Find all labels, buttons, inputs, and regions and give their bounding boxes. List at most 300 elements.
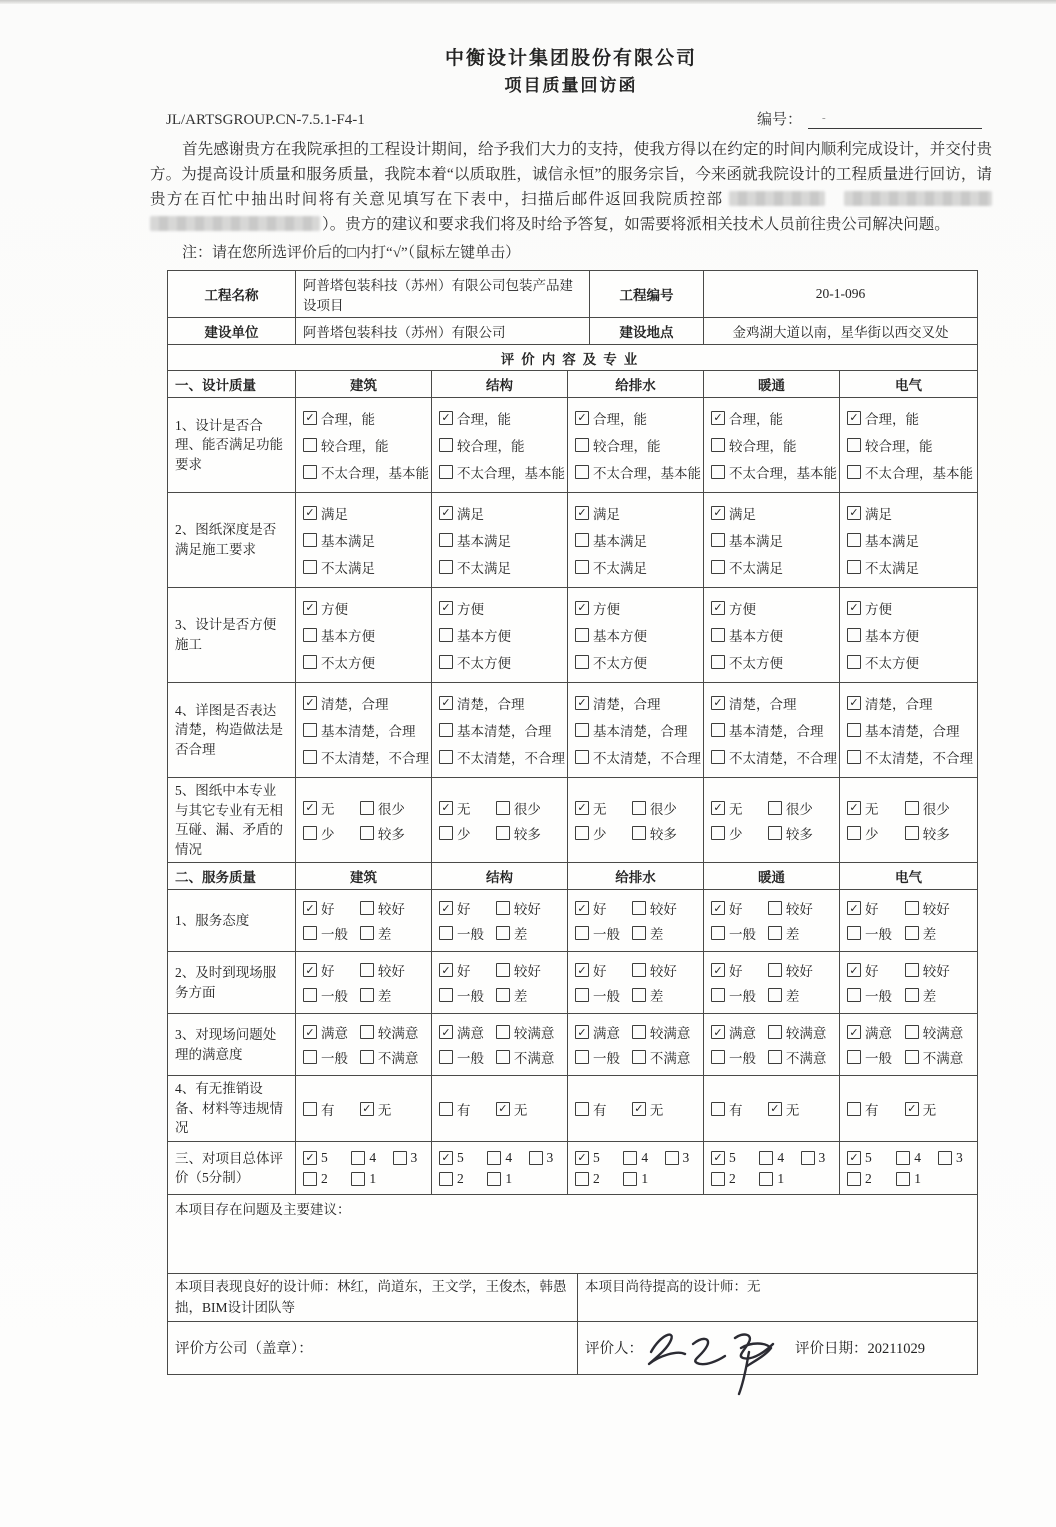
checkbox-unchecked-icon[interactable] [439, 560, 453, 574]
checkbox-checked-icon[interactable]: ✓ [711, 963, 725, 977]
option-label: 少 [593, 826, 607, 842]
rating-cell [568, 952, 704, 1014]
option-unchecked [665, 1150, 696, 1166]
checkbox-checked-icon[interactable]: ✓ [768, 1102, 782, 1116]
option-label: 较好 [922, 902, 950, 918]
checkbox-checked-icon[interactable]: ✓ [575, 1025, 589, 1039]
option-unchecked [496, 1022, 560, 1042]
rating-cell [704, 952, 840, 1014]
checkbox-checked-icon[interactable]: ✓ [711, 1025, 725, 1039]
checkbox-checked-icon[interactable]: ✓ [496, 1102, 510, 1116]
checkbox-unchecked-icon[interactable] [575, 826, 589, 840]
checkbox-unchecked-icon[interactable] [360, 926, 374, 940]
option-unchecked [768, 823, 832, 843]
option-label: 差 [377, 989, 392, 1005]
option-unchecked [847, 720, 960, 740]
option-unchecked [575, 435, 661, 455]
checkbox-unchecked-icon[interactable] [303, 465, 317, 479]
checkbox-unchecked-icon[interactable] [711, 988, 725, 1002]
checkbox-checked-icon[interactable]: ✓ [711, 801, 725, 815]
question-label: 1、设计是否合理、能否满足功能要求 [168, 397, 296, 492]
checkbox-checked-icon[interactable]: ✓ [575, 963, 589, 977]
checkbox-unchecked-icon[interactable] [623, 1151, 637, 1165]
checkbox-checked-icon[interactable]: ✓ [575, 1151, 589, 1165]
checkbox-unchecked-icon[interactable] [439, 438, 453, 452]
column-header-建筑: 建筑 [296, 370, 432, 397]
option-label: 有 [729, 1102, 743, 1118]
checkbox-checked-icon[interactable]: ✓ [303, 1025, 317, 1039]
checkbox-checked-icon[interactable]: ✓ [711, 411, 725, 425]
rating-cell [568, 777, 704, 862]
checkbox-unchecked-icon[interactable] [360, 826, 374, 840]
checkbox-unchecked-icon[interactable] [847, 826, 861, 840]
checkbox-unchecked-icon[interactable] [303, 750, 317, 764]
checkbox-unchecked-icon[interactable] [393, 1151, 407, 1165]
checkbox-unchecked-icon[interactable] [632, 963, 646, 977]
checkbox-checked-icon[interactable]: ✓ [847, 1025, 861, 1039]
checkbox-unchecked-icon[interactable] [496, 826, 510, 840]
checkbox-checked-icon[interactable]: ✓ [303, 411, 317, 425]
checkbox-unchecked-icon[interactable] [905, 901, 919, 915]
checkbox-unchecked-icon[interactable] [711, 1172, 725, 1186]
option-label: 2 [593, 1170, 600, 1186]
checkbox-unchecked-icon[interactable] [847, 438, 861, 452]
checkbox-unchecked-icon[interactable] [632, 1025, 646, 1039]
checkbox-checked-icon[interactable]: ✓ [360, 1102, 374, 1116]
option-unchecked [303, 435, 389, 455]
checkbox-unchecked-icon[interactable] [439, 533, 453, 547]
checkbox-checked-icon[interactable]: ✓ [847, 601, 861, 615]
checkbox-checked-icon[interactable]: ✓ [303, 601, 317, 615]
option-unchecked [711, 435, 797, 455]
checkbox-unchecked-icon[interactable] [575, 988, 589, 1002]
rating-cell [704, 890, 840, 952]
option-checked [496, 1099, 560, 1119]
checkbox-unchecked-icon[interactable] [496, 963, 510, 977]
checkbox-unchecked-icon[interactable] [768, 901, 782, 915]
checkbox-checked-icon[interactable]: ✓ [575, 411, 589, 425]
checkbox-unchecked-icon[interactable] [360, 988, 374, 1002]
option-label: 一般 [593, 927, 620, 943]
option-label: 较满意 [377, 1026, 419, 1042]
option-label: 少 [321, 826, 335, 842]
checkbox-checked-icon[interactable]: ✓ [575, 696, 589, 710]
checkbox-unchecked-icon[interactable] [768, 826, 782, 840]
option-label: 一般 [593, 989, 620, 1005]
option-unchecked [496, 985, 560, 1005]
option-label: 基本方便 [865, 628, 919, 644]
option-unchecked [439, 625, 511, 645]
option-label: 较好 [785, 964, 813, 980]
checkbox-checked-icon[interactable]: ✓ [847, 901, 861, 915]
checkbox-unchecked-icon[interactable] [711, 628, 725, 642]
option-label: 1 [641, 1170, 649, 1186]
checkbox-checked-icon[interactable]: ✓ [847, 696, 861, 710]
option-unchecked [847, 1099, 905, 1119]
checkbox-unchecked-icon[interactable] [439, 988, 453, 1002]
problems-suggestions-cell[interactable]: 本项目存在问题及主要建议： [168, 1195, 978, 1274]
option-label: 无 [729, 801, 743, 817]
checkbox-unchecked-icon[interactable] [905, 988, 919, 1002]
checkbox-checked-icon[interactable]: ✓ [711, 601, 725, 615]
checkbox-checked-icon[interactable]: ✓ [711, 901, 725, 915]
checkbox-checked-icon[interactable]: ✓ [847, 801, 861, 815]
option-unchecked [575, 530, 647, 550]
option-unchecked [623, 1150, 664, 1166]
checkbox-unchecked-icon[interactable] [575, 560, 589, 574]
checkbox-checked-icon[interactable]: ✓ [711, 1151, 725, 1165]
rating-cell [840, 1014, 978, 1076]
checkbox-unchecked-icon[interactable] [303, 926, 317, 940]
checkbox-unchecked-icon[interactable] [711, 926, 725, 940]
checkbox-unchecked-icon[interactable] [351, 1151, 365, 1165]
checkbox-unchecked-icon[interactable] [711, 465, 725, 479]
option-checked [575, 960, 632, 980]
checkbox-unchecked-icon[interactable] [303, 533, 317, 547]
checkbox-unchecked-icon[interactable] [487, 1151, 501, 1165]
checkbox-unchecked-icon[interactable] [575, 533, 589, 547]
checkbox-checked-icon[interactable]: ✓ [575, 801, 589, 815]
checkbox-unchecked-icon[interactable] [496, 801, 510, 815]
checkbox-unchecked-icon[interactable] [303, 1172, 317, 1186]
option-label: 方便 [593, 601, 620, 617]
option-unchecked [575, 1099, 632, 1119]
checkbox-checked-icon[interactable]: ✓ [439, 506, 453, 520]
checkbox-unchecked-icon[interactable] [439, 655, 453, 669]
option-checked [847, 598, 892, 618]
checkbox-unchecked-icon[interactable] [759, 1172, 773, 1186]
checkbox-unchecked-icon[interactable] [711, 750, 725, 764]
checkbox-checked-icon[interactable]: ✓ [439, 801, 453, 815]
checkbox-unchecked-icon[interactable] [439, 628, 453, 642]
column-header-给排水: 给排水 [568, 370, 704, 397]
option-label: 较合理，能 [321, 438, 389, 454]
option-label: 不太满足 [593, 560, 647, 576]
checkbox-unchecked-icon[interactable] [847, 655, 861, 669]
option-label: 不太方便 [593, 655, 647, 671]
checkbox-unchecked-icon[interactable] [905, 1025, 919, 1039]
checkbox-unchecked-icon[interactable] [632, 926, 646, 940]
checkbox-checked-icon[interactable]: ✓ [439, 1151, 453, 1165]
option-label: 3 [546, 1149, 554, 1165]
checkbox-unchecked-icon[interactable] [439, 1050, 453, 1064]
option-label: 差 [513, 927, 528, 943]
option-checked [439, 408, 511, 428]
checkbox-checked-icon[interactable]: ✓ [439, 411, 453, 425]
checkbox-unchecked-icon[interactable] [303, 988, 317, 1002]
checkbox-unchecked-icon[interactable] [905, 926, 919, 940]
column-header-暖通: 暖通 [704, 863, 840, 890]
checkbox-unchecked-icon[interactable] [575, 1102, 589, 1116]
checkbox-checked-icon[interactable]: ✓ [711, 506, 725, 520]
option-unchecked [439, 923, 496, 943]
checkbox-unchecked-icon[interactable] [575, 655, 589, 669]
checkbox-unchecked-icon[interactable] [905, 1050, 919, 1064]
option-unchecked [303, 923, 360, 943]
option-label: 不满意 [922, 1051, 964, 1067]
question-label: 2、图纸深度是否满足施工要求 [168, 492, 296, 587]
option-label: 清楚，合理 [321, 696, 389, 712]
checkbox-unchecked-icon[interactable] [439, 750, 453, 764]
checkbox-checked-icon[interactable]: ✓ [847, 506, 861, 520]
checkbox-unchecked-icon[interactable] [439, 1102, 453, 1116]
date-label: 评价日期： [795, 1341, 868, 1358]
checkbox-checked-icon[interactable]: ✓ [439, 901, 453, 915]
option-label: 无 [321, 801, 335, 817]
checkbox-unchecked-icon[interactable] [847, 988, 861, 1002]
option-label: 5 [593, 1149, 600, 1165]
rating-cell [296, 587, 432, 682]
checkbox-unchecked-icon[interactable] [632, 988, 646, 1002]
checkbox-unchecked-icon[interactable] [575, 438, 589, 452]
option-checked [632, 1099, 696, 1119]
checkbox-unchecked-icon[interactable] [847, 533, 861, 547]
evaluator-label: 评价人： [585, 1341, 643, 1358]
option-label: 差 [785, 989, 800, 1005]
checkbox-unchecked-icon[interactable] [711, 438, 725, 452]
checkbox-unchecked-icon[interactable] [938, 1151, 952, 1165]
checkbox-checked-icon[interactable]: ✓ [439, 601, 453, 615]
checkbox-unchecked-icon[interactable] [847, 1172, 861, 1186]
option-checked [575, 503, 620, 523]
checkbox-checked-icon[interactable]: ✓ [575, 506, 589, 520]
checkbox-unchecked-icon[interactable] [768, 1050, 782, 1064]
checkbox-checked-icon[interactable]: ✓ [303, 1151, 317, 1165]
checkbox-unchecked-icon[interactable] [487, 1172, 501, 1186]
checkbox-unchecked-icon[interactable] [575, 628, 589, 642]
checkbox-checked-icon[interactable]: ✓ [632, 1102, 646, 1116]
checkbox-unchecked-icon[interactable] [496, 988, 510, 1002]
checkbox-unchecked-icon[interactable] [847, 1102, 861, 1116]
option-label: 差 [785, 927, 800, 943]
checkbox-unchecked-icon[interactable] [360, 1025, 374, 1039]
checkbox-unchecked-icon[interactable] [632, 826, 646, 840]
checkbox-unchecked-icon[interactable] [632, 901, 646, 915]
checkbox-unchecked-icon[interactable] [896, 1151, 910, 1165]
option-unchecked [303, 1171, 351, 1187]
checkbox-unchecked-icon[interactable] [768, 963, 782, 977]
option-checked [711, 408, 783, 428]
option-label: 不太清楚，不合理 [865, 750, 973, 766]
rating-cell [704, 1141, 840, 1195]
checkbox-unchecked-icon[interactable] [847, 628, 861, 642]
option-label: 不满意 [649, 1051, 691, 1067]
checkbox-checked-icon[interactable]: ✓ [303, 963, 317, 977]
section-label: 二、服务质量 [168, 863, 296, 890]
rating-cell [568, 1076, 704, 1142]
option-unchecked [847, 557, 919, 577]
option-label: 少 [729, 826, 743, 842]
checkbox-unchecked-icon[interactable] [711, 1102, 725, 1116]
checkbox-unchecked-icon[interactable] [632, 801, 646, 815]
checkbox-unchecked-icon[interactable] [303, 826, 317, 840]
option-label: 一般 [321, 927, 348, 943]
checkbox-unchecked-icon[interactable] [905, 801, 919, 815]
checkbox-checked-icon[interactable]: ✓ [905, 1102, 919, 1116]
checkbox-unchecked-icon[interactable] [303, 628, 317, 642]
option-checked [847, 960, 905, 980]
option-label: 一般 [865, 1051, 892, 1067]
checkbox-unchecked-icon[interactable] [665, 1151, 679, 1165]
project-name-value: 阿普塔包装科技（苏州）有限公司包装产品建设项目 [296, 270, 590, 317]
checkbox-unchecked-icon[interactable] [847, 560, 861, 574]
project-code-value: 20-1-096 [704, 270, 978, 317]
option-label: 较多 [649, 826, 677, 842]
evaluator-signature [645, 1326, 793, 1370]
checkbox-unchecked-icon[interactable] [303, 1102, 317, 1116]
checkbox-unchecked-icon[interactable] [847, 465, 861, 479]
checkbox-unchecked-icon[interactable] [801, 1151, 815, 1165]
option-unchecked [711, 1047, 768, 1067]
option-unchecked [360, 798, 424, 818]
rating-cell [432, 492, 568, 587]
option-label: 不太满足 [865, 560, 919, 576]
checkbox-unchecked-icon[interactable] [303, 655, 317, 669]
option-label: 合理，能 [457, 411, 511, 427]
checkbox-unchecked-icon[interactable] [768, 926, 782, 940]
checkbox-unchecked-icon[interactable] [439, 1172, 453, 1186]
rating-cell [296, 397, 432, 492]
checkbox-checked-icon[interactable]: ✓ [847, 411, 861, 425]
checkbox-unchecked-icon[interactable] [905, 963, 919, 977]
checkbox-checked-icon[interactable]: ✓ [303, 696, 317, 710]
option-checked [711, 1022, 768, 1042]
checkbox-unchecked-icon[interactable] [439, 465, 453, 479]
checkbox-checked-icon[interactable]: ✓ [303, 901, 317, 915]
option-checked [439, 598, 484, 618]
option-unchecked [439, 462, 565, 482]
checkbox-unchecked-icon[interactable] [360, 1050, 374, 1064]
checkbox-unchecked-icon[interactable] [711, 1050, 725, 1064]
checkbox-checked-icon[interactable]: ✓ [303, 801, 317, 815]
option-unchecked [496, 823, 560, 843]
option-unchecked [632, 823, 696, 843]
checkbox-unchecked-icon[interactable] [847, 926, 861, 940]
checkbox-unchecked-icon[interactable] [303, 438, 317, 452]
checkbox-checked-icon[interactable]: ✓ [711, 696, 725, 710]
instruction-note: 注：请在您所选评价后的□内打“√”（鼠标左键单击） [182, 244, 521, 261]
option-unchecked [303, 530, 375, 550]
checkbox-unchecked-icon[interactable] [768, 988, 782, 1002]
checkbox-unchecked-icon[interactable] [847, 750, 861, 764]
checkbox-unchecked-icon[interactable] [575, 1172, 589, 1186]
option-label: 满足 [321, 506, 348, 522]
checkbox-unchecked-icon[interactable] [711, 723, 725, 737]
checkbox-unchecked-icon[interactable] [575, 1050, 589, 1064]
checkbox-unchecked-icon[interactable] [575, 465, 589, 479]
checkbox-unchecked-icon[interactable] [905, 826, 919, 840]
checkbox-unchecked-icon[interactable] [768, 1025, 782, 1039]
checkbox-unchecked-icon[interactable] [360, 963, 374, 977]
option-unchecked [768, 798, 832, 818]
checkbox-checked-icon[interactable]: ✓ [439, 696, 453, 710]
option-label: 很少 [649, 801, 677, 817]
checkbox-unchecked-icon[interactable] [575, 750, 589, 764]
checkbox-unchecked-icon[interactable] [360, 801, 374, 815]
option-checked [711, 960, 768, 980]
checkbox-checked-icon[interactable]: ✓ [575, 601, 589, 615]
option-unchecked [393, 1150, 424, 1166]
checkbox-checked-icon[interactable]: ✓ [303, 506, 317, 520]
option-label: 一般 [457, 927, 484, 943]
rating-cell [840, 682, 978, 777]
option-unchecked [711, 923, 768, 943]
checkbox-unchecked-icon[interactable] [575, 723, 589, 737]
checkbox-unchecked-icon[interactable] [351, 1172, 365, 1186]
question-label: 4、详图是否表达清楚，构造做法是否合理 [168, 682, 296, 777]
checkbox-unchecked-icon[interactable] [439, 826, 453, 840]
option-label: 2 [457, 1170, 464, 1186]
checkbox-unchecked-icon[interactable] [496, 1025, 510, 1039]
option-label: 1 [505, 1170, 513, 1186]
option-checked [711, 503, 756, 523]
option-unchecked [711, 625, 783, 645]
checkbox-checked-icon[interactable]: ✓ [439, 1025, 453, 1039]
checkbox-unchecked-icon[interactable] [529, 1151, 543, 1165]
option-label: 满意 [321, 1026, 348, 1042]
option-label: 不太清楚，不合理 [321, 750, 429, 766]
checkbox-unchecked-icon[interactable] [711, 560, 725, 574]
checkbox-checked-icon[interactable]: ✓ [847, 1151, 861, 1165]
checkbox-checked-icon[interactable]: ✓ [847, 963, 861, 977]
checkbox-unchecked-icon[interactable] [632, 1050, 646, 1064]
option-unchecked [847, 823, 905, 843]
checkbox-unchecked-icon[interactable] [496, 901, 510, 915]
option-label: 4 [369, 1149, 377, 1165]
rating-cell [296, 777, 432, 862]
checkbox-unchecked-icon[interactable] [360, 901, 374, 915]
evaluator-cell [578, 1321, 978, 1374]
checkbox-unchecked-icon[interactable] [623, 1172, 637, 1186]
option-unchecked [496, 923, 560, 943]
checkbox-unchecked-icon[interactable] [496, 926, 510, 940]
checkbox-unchecked-icon[interactable] [496, 1050, 510, 1064]
serial-input-line[interactable]: - [808, 112, 982, 129]
checkbox-unchecked-icon[interactable] [303, 1050, 317, 1064]
checkbox-unchecked-icon[interactable] [768, 801, 782, 815]
option-checked [439, 693, 525, 713]
checkbox-unchecked-icon[interactable] [847, 723, 861, 737]
option-unchecked [360, 960, 424, 980]
company-seal-cell[interactable]: 评价方公司（盖章）： [168, 1321, 578, 1374]
checkbox-unchecked-icon[interactable] [303, 560, 317, 574]
checkbox-unchecked-icon[interactable] [711, 655, 725, 669]
checkbox-unchecked-icon[interactable] [303, 723, 317, 737]
option-unchecked [711, 985, 768, 1005]
checkbox-unchecked-icon[interactable] [847, 1050, 861, 1064]
option-label: 不满意 [785, 1051, 827, 1067]
option-unchecked [632, 798, 696, 818]
option-unchecked [905, 798, 970, 818]
checkbox-unchecked-icon[interactable] [575, 926, 589, 940]
option-label: 差 [922, 989, 937, 1005]
option-unchecked [439, 720, 552, 740]
checkbox-unchecked-icon[interactable] [711, 533, 725, 547]
checkbox-unchecked-icon[interactable] [711, 826, 725, 840]
option-label: 满意 [457, 1026, 484, 1042]
option-label: 满意 [593, 1026, 620, 1042]
checkbox-unchecked-icon[interactable] [439, 926, 453, 940]
checkbox-checked-icon[interactable]: ✓ [575, 901, 589, 915]
checkbox-unchecked-icon[interactable] [759, 1151, 773, 1165]
checkbox-unchecked-icon[interactable] [439, 723, 453, 737]
option-unchecked [768, 960, 832, 980]
option-unchecked [905, 923, 970, 943]
checkbox-checked-icon[interactable]: ✓ [439, 963, 453, 977]
option-checked [575, 1150, 623, 1166]
checkbox-unchecked-icon[interactable] [896, 1172, 910, 1186]
option-label: 较合理，能 [593, 438, 661, 454]
